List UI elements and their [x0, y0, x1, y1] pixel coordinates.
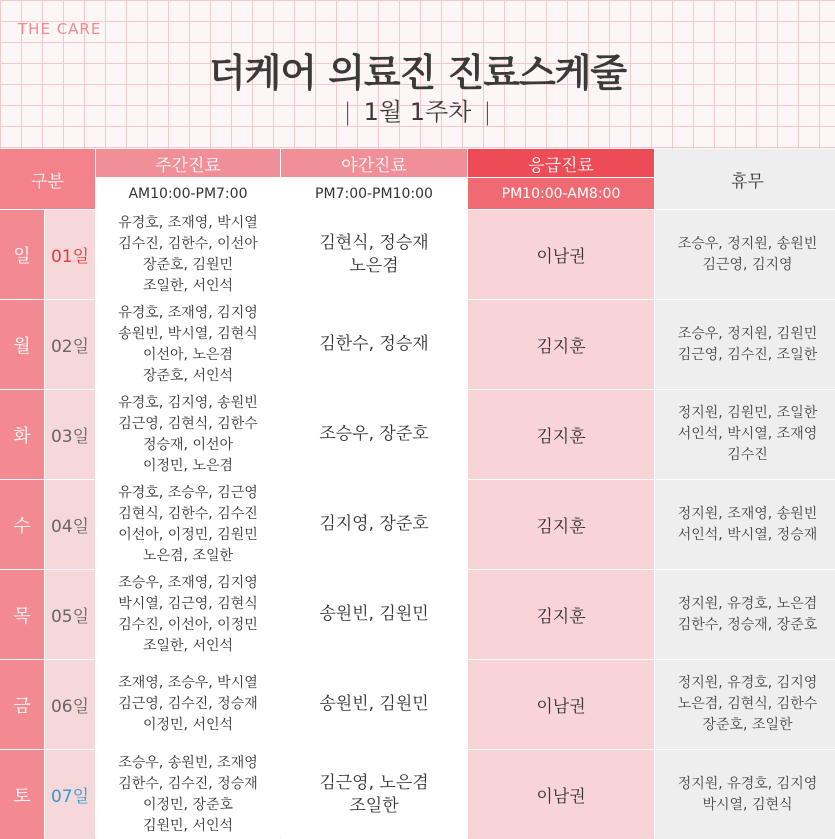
date-label: 03일 — [45, 390, 95, 479]
emergency-staff: 이남권 — [468, 210, 654, 299]
date-label: 05일 — [45, 570, 95, 659]
night-shift-staff: 송원빈, 김원민 — [281, 660, 467, 749]
weekday-label: 토 — [0, 750, 44, 839]
date-label: 01일 — [45, 210, 95, 299]
date-label: 07일 — [45, 750, 95, 839]
schedule-table — [0, 149, 835, 835]
header-day-shift: 주간진료 — [96, 149, 280, 177]
header-off: 휴무 — [655, 149, 835, 209]
weekday-label: 월 — [0, 300, 44, 389]
off-staff: 정지원, 조재영, 송원빈 서인석, 박시열, 정승재 — [655, 480, 835, 569]
header-category: 구분 — [0, 149, 95, 209]
date-label: 04일 — [45, 480, 95, 569]
emergency-staff: 김지훈 — [468, 480, 654, 569]
emergency-staff: 김지훈 — [468, 570, 654, 659]
date-label: 06일 — [45, 660, 95, 749]
day-shift-staff: 유경호, 조재영, 김지영 송원빈, 박시열, 김현식 이선아, 노은겸 장준호, 서인석 — [96, 300, 280, 389]
night-shift-staff: 조승우, 장준호 — [281, 390, 467, 479]
off-staff: 조승우, 정지원, 김원민 김근영, 김수진, 조일한 — [655, 300, 835, 389]
off-staff: 정지원, 유경호, 노은겸 김한수, 정승재, 장준호 — [655, 570, 835, 659]
day-shift-staff: 유경호, 김지영, 송원빈 김근영, 김현식, 김한수 정승재, 이선아 이정민, 노은겸 — [96, 390, 280, 479]
header-day-time: AM10:00-PM7:00 — [96, 178, 280, 209]
subtitle-bar-left: | — [343, 98, 352, 126]
night-shift-staff: 김근영, 노은겸 조일한 — [281, 750, 467, 839]
day-shift-staff: 조승우, 송원빈, 조재영 김한수, 김수진, 정승재 이정민, 장준호 김원민, 서인석 — [96, 750, 280, 839]
night-shift-staff: 김현식, 정승재 노은겸 — [281, 210, 467, 299]
header-night-shift: 야간진료 — [281, 149, 467, 177]
emergency-staff: 이남권 — [468, 750, 654, 839]
day-shift-staff: 조승우, 조재영, 김지영 박시열, 김근영, 김현식 김수진, 이선아, 이정민 조일한, 서인석 — [96, 570, 280, 659]
weekday-label: 수 — [0, 480, 44, 569]
header-emergency: 응급진료 — [468, 149, 654, 177]
day-shift-staff: 조재영, 조승우, 박시열 김근영, 김수진, 정승재 이정민, 서인석 — [96, 660, 280, 749]
date-label: 02일 — [45, 300, 95, 389]
emergency-staff: 김지훈 — [468, 300, 654, 389]
page-title: 더케어 의료진 진료스케줄 — [208, 51, 627, 95]
week-label: 1월 1주차 — [363, 98, 472, 126]
night-shift-staff: 김지영, 장준호 — [281, 480, 467, 569]
off-staff: 조승우, 정지원, 송원빈 김근영, 김지영 — [655, 210, 835, 299]
night-shift-staff: 송원빈, 김원민 — [281, 570, 467, 659]
emergency-staff: 이남권 — [468, 660, 654, 749]
off-staff: 정지원, 유경호, 김지영 노은겸, 김현식, 김한수 장준호, 조일한 — [655, 660, 835, 749]
weekday-label: 금 — [0, 660, 44, 749]
day-shift-staff: 유경호, 조재영, 박시열 김수진, 김한수, 이선아 장준호, 김원민 조일한, 서인석 — [96, 210, 280, 299]
off-staff: 정지원, 김원민, 조일한 서인석, 박시열, 조재영 김수진 — [655, 390, 835, 479]
weekday-label: 일 — [0, 210, 44, 299]
day-shift-staff: 유경호, 조승우, 김근영 김현식, 김한수, 김수진 이선아, 이정민, 김원민 노은겸, 조일한 — [96, 480, 280, 569]
header-night-time: PM7:00-PM10:00 — [281, 178, 467, 209]
emergency-staff: 김지훈 — [468, 390, 654, 479]
brand-logo-text: THE CARE — [18, 20, 102, 38]
weekday-label: 화 — [0, 390, 44, 479]
weekday-label: 목 — [0, 570, 44, 659]
night-shift-staff: 김한수, 정승재 — [281, 300, 467, 389]
subtitle-bar-right: | — [483, 98, 492, 126]
header-emergency-time: PM10:00-AM8:00 — [468, 178, 654, 209]
week-subtitle — [0, 92, 835, 127]
off-staff: 정지원, 유경호, 김지영 박시열, 김현식 — [655, 750, 835, 839]
